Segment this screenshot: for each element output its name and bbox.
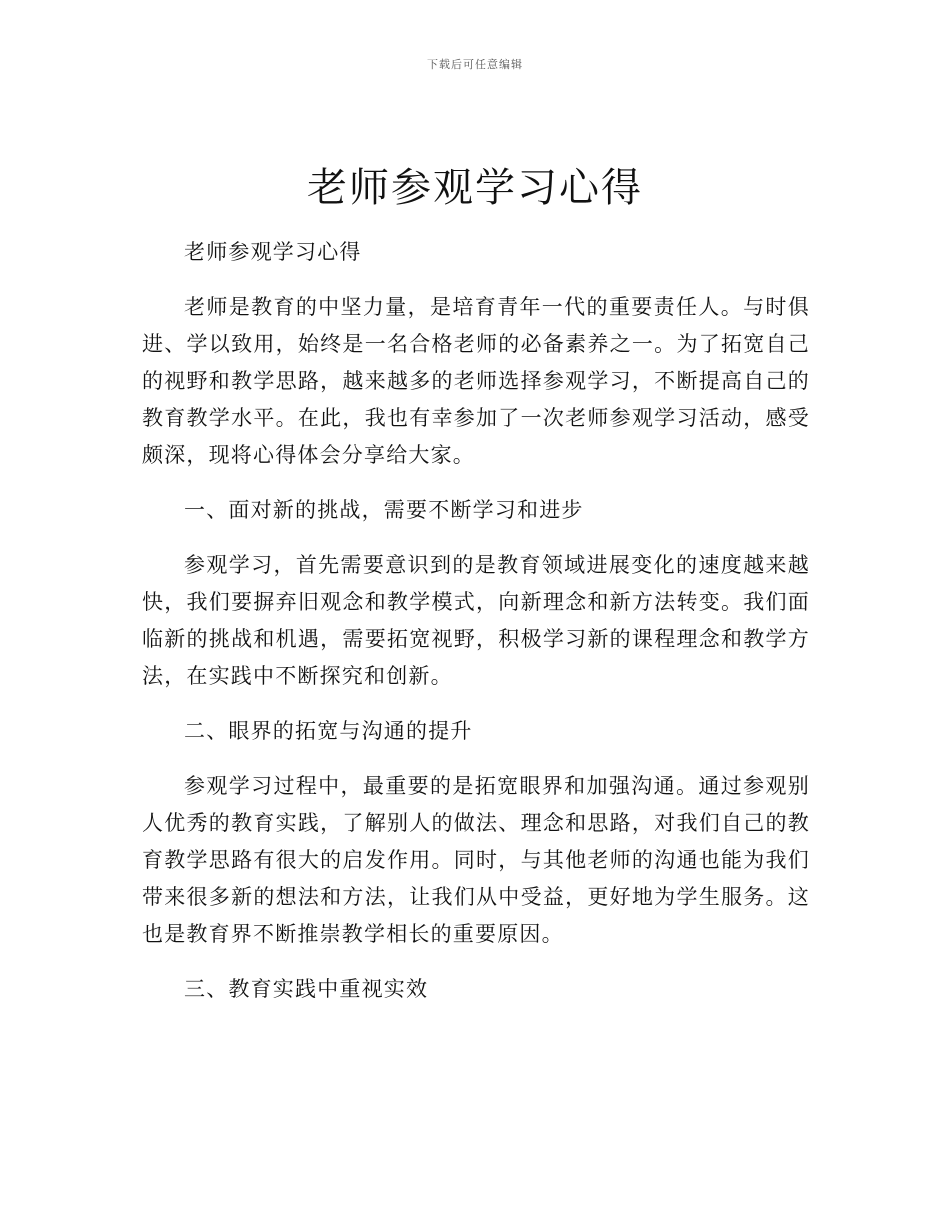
section-paragraph-2: 参观学习过程中，最重要的是拓宽眼界和加强沟通。通过参观别人优秀的教育实践，了解别人的做法、理念和思路，对我们自己的教育教学思路有很大的启发作用。同时，与其他老师的沟通也能为我们带来很多新的想法和方法，让我们从中受益，更好地为学生服务。这也是教育界不断推崇教学相长的重要原因。 — [142, 774, 810, 946]
document-body — [142, 234, 810, 1026]
document-title: 老师参观学习心得 — [307, 165, 643, 211]
section-paragraph-1: 参观学习，首先需要意识到的是教育领域进展变化的速度越来越快，我们要摒弃旧观念和教学模式，向新理念和新方法转变。我们面临新的挑战和机遇，需要拓宽视野，积极学习新的课程理念和教学方法，在实践中不断探究和创新。 — [142, 553, 810, 688]
section-heading-1: 一、面对新的挑战，需要不断学习和进步 — [184, 498, 584, 522]
header-note: 下载后可任意编辑 — [427, 58, 523, 71]
section-heading-2: 二、眼界的拓宽与沟通的提升 — [184, 719, 473, 743]
intro-paragraph: 老师是教育的中坚力量，是培育青年一代的重要责任人。与时俱进、学以致用，始终是一名合格老师的必备素养之一。为了拓宽自己的视野和教学思路，越来越多的老师选择参观学习，不断提高自己的教育教学水平。在此，我也有幸参加了一次老师参观学习活动，感受颇深，现将心得体会分享给大家。 — [142, 295, 810, 467]
section-heading-3: 三、教育实践中重视实效 — [184, 977, 429, 1001]
subtitle-paragraph: 老师参观学习心得 — [184, 240, 362, 264]
